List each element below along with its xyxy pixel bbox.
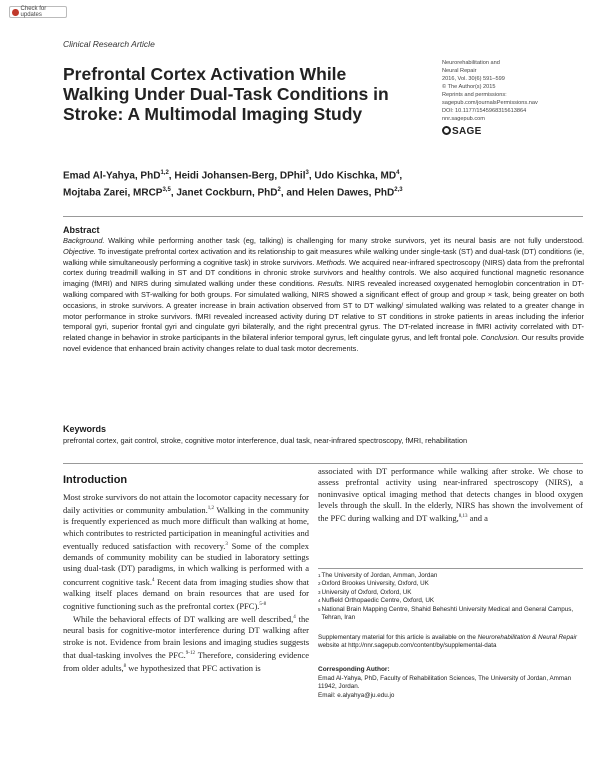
affiliation-number: 2 [318,581,321,587]
paragraph [63,612,309,674]
author-name: Helen Dawes, PhD [306,187,395,199]
author-name: Janet Cockburn, PhD [176,187,278,199]
affiliations [318,572,583,622]
article-title: Prefrontal Cortex Activation While Walking Under Dual-Task Conditions in Stroke: A Multimodal Imaging Study [63,64,389,124]
affiliation-number: 3 [318,589,321,595]
corresponding-email[interactable]: Email: e.alyahya@ju.edu.jo [318,691,395,699]
author-affil: 3,5 [162,187,171,194]
text-run: Supplementary material for this article is available on the [318,634,478,641]
affiliation-number: 4 [318,598,321,604]
abstract-objective: To investigate prefrontal cortex activation and its relationship to gait measures while walking under single-task (ST) and dual-task (DT) conditions (ie, walking while simultaneously performing a cognitive task) in stroke survivors. [63,246,584,267]
introduction-heading: Introduction [63,474,128,486]
abstract-label: Conclusion. [480,333,520,343]
author-name: Heidi Johansen-Berg, DPhil [174,170,306,182]
abstract-label: Methods. [316,257,347,267]
abstract-label: Objective. [63,246,96,256]
author-name: Mojtaba Zarei, MRCP [63,187,163,199]
affiliation-text: National Brain Mapping Centre, Shahid Beheshti University Medical and General Campus, Tehran, Iran [321,605,574,622]
affiliation-text: Nuffield Orthopaedic Centre, Oxford, UK [321,597,435,605]
author-sep: , and [280,187,307,199]
affiliation-item [318,572,583,580]
article-type: Clinical Research Article [63,39,155,49]
affiliation-item [318,580,583,588]
text-run: Walking in the community is frequently experienced as much more difficult than walking at home, which contributes to restricted participation in meaningful activities and eventually reduced satisfaction with recovery. [63,505,309,551]
paragraph [63,492,309,612]
divider [63,463,583,464]
affiliation-number: 1 [318,573,321,578]
author-affil: 1,2 [160,170,169,176]
abstract-conclusion: Our results provide novel evidence that enhanced brain activity changes relate to dual task motor decrements. [63,333,584,353]
affiliation-item [318,606,583,623]
affiliation-item [318,597,583,605]
sage-logo-mark [442,126,451,135]
citation[interactable]: 9-12 [185,651,195,656]
check-for-updates-badge[interactable] [9,6,67,18]
author-name: Udo Kischka, MD [314,170,397,182]
author-affil: 4 [396,170,400,176]
affiliation-text: The University of Jordan, Amman, Jordan [321,572,438,579]
text-run: we hypothesized that PFC activation is [126,662,261,673]
author-affil: 3 [305,170,309,176]
journal-url-link[interactable]: nnr.sagepub.com [442,116,485,122]
journal-name: Neurorehabilitation & Neural Repair [477,634,578,641]
journal-info-line: Neurorehabilitation and [442,60,500,66]
keywords-heading: Keywords [63,424,107,434]
citation[interactable]: 4 [293,615,296,621]
abstract-methods: We acquired near-infrared spectroscopy (NIRS) data from the prefrontal cortex during treadmill walking in ST and DT conditions in chronic stroke survivors and healthy controls. We also acquired functional magnetic resonance imaging (fMRI) and NIRS during simulated walking under these conditions. [63,257,584,289]
divider [63,216,583,217]
badge-label: Check for updates [20,6,47,18]
journal-info-line[interactable]: sagepub.com/journalsPermissions.nav [442,100,538,106]
author-sep: , [168,170,175,182]
abstract-results: NIRS revealed increased oxygenated hemoglobin concentration in DT-walking compared with ST-walking for both groups. For simulated walking, NIRS showed a significant effect of group and group × task, being greater on both occasions, in stroke survivors. A greater increase in brain activation observed from ST to DT walking/ simulated walking was related to a greater change in motor performance in stroke survivors. fMRI revealed increased activity during DT relative to ST conditions in stroke patients in areas including the inferior temporal gyri, superior frontal gyri and cingulate gyri bilaterally, and the right precentral gyrus. The DT-related increase in fMRI activity correlated with DT-related change in behavior in stroke participants in the bilateral inferior temporal gyrus, left cingulate gyrus, and left frontal pole. [63,279,584,343]
keywords-text: prefrontal cortex, gait control, stroke, cognitive motor interference, dual task, near-infrared spectroscopy, fMRI, rehabilitation [63,436,468,445]
crossmark-icon [12,9,19,16]
journal-info-line: © The Author(s) 2015 [442,84,496,90]
text-run: Most stroke survivors do not attain the locomotor capacity necessary for daily activities or community ambulation. [63,492,309,516]
author-list [63,166,563,201]
abstract-heading: Abstract [63,225,100,235]
journal-info-line: Neural Repair [442,68,477,74]
text-run: Recent data from imaging studies show that walking itself places demand on brain resources that are used for cognitive functioning such as the prefrontal cortex (PFC). [63,576,309,611]
citation[interactable]: 1,2 [207,506,214,512]
text-run: associated with DT performance while walking after stroke. We chose to assess prefrontal activity using near-infrared spectroscopy (NIRS), a noninvasive optical imaging method that detects changes in blood oxygen levels through the skull. In the elderly, NIRS has shown the involvement of the PFC during walking and DT walking, [318,466,583,524]
text-run: While the behavioral effects of DT walking are well described, [73,614,294,625]
paragraph [318,466,583,524]
text-run: the neural basis for cognitive-motor interference during DT walking after stroke is not. Evidence from brain lesions and imaging studies suggests that dual-tasking involves the PFC. [63,614,309,660]
journal-info-line: 2016, Vol. 30(6) 591–599 [442,76,505,82]
journal-info-line: Reprints and permissions: [442,92,507,98]
supplementary-note [318,634,583,651]
text-run: Therefore, considering evidence from older adults, [63,649,309,673]
affiliation-text: Oxford Brookes University, Oxford, UK [321,580,429,588]
abstract-background: Walking while performing another task (eg, talking) is challenging for many stroke survivors, yet its neural basis are not fully understood. [104,236,584,245]
supplementary-link[interactable]: website at http://nnr.sagepub.com/content/by/supplemental-data [318,642,497,650]
text-run: Some of the complex demands of community mobility can be studied in laboratory settings using dual-task (DT) paradigms, in which walking is performed with a concurrent cognitive task. [63,540,309,587]
journal-info [442,59,582,123]
author-sep: , [399,170,403,182]
body-column-right [318,466,583,524]
affiliation-number: 5 [318,606,321,612]
citation[interactable]: 8,13 [458,514,468,520]
citation[interactable]: 4 [151,577,155,583]
footnote-divider [318,568,583,569]
author-affil: 2,3 [394,187,403,194]
corresponding-address: Emad Al-Yahya, PhD, Faculty of Rehabilitation Sciences, The University of Jordan, Amman 11942, Jordan. [318,675,572,691]
body-column-left [63,492,309,674]
sage-logo [442,126,482,137]
citation[interactable]: 3 [225,542,228,548]
abstract-body [63,236,584,355]
author-sep: , [170,187,177,199]
affiliation-text: University of Oxford, Oxford, UK [321,588,412,596]
author-sep: , [308,170,315,182]
sage-logo-text: SAGE [452,126,482,137]
citation[interactable]: 5-8 [259,602,267,608]
text-run: and a [467,513,488,524]
doi-link[interactable]: DOI: 10.1177/1545968315613864 [442,108,527,114]
affiliation-item [318,589,583,597]
author-affil: 2 [277,187,281,194]
author-name: Emad Al-Yahya, PhD [63,170,161,182]
abstract-label: Background. [63,236,105,245]
citation[interactable]: 8 [123,664,127,670]
corresponding-author [318,675,583,700]
corresponding-heading: Corresponding Author: [318,666,390,673]
abstract-label: Results. [317,279,345,289]
